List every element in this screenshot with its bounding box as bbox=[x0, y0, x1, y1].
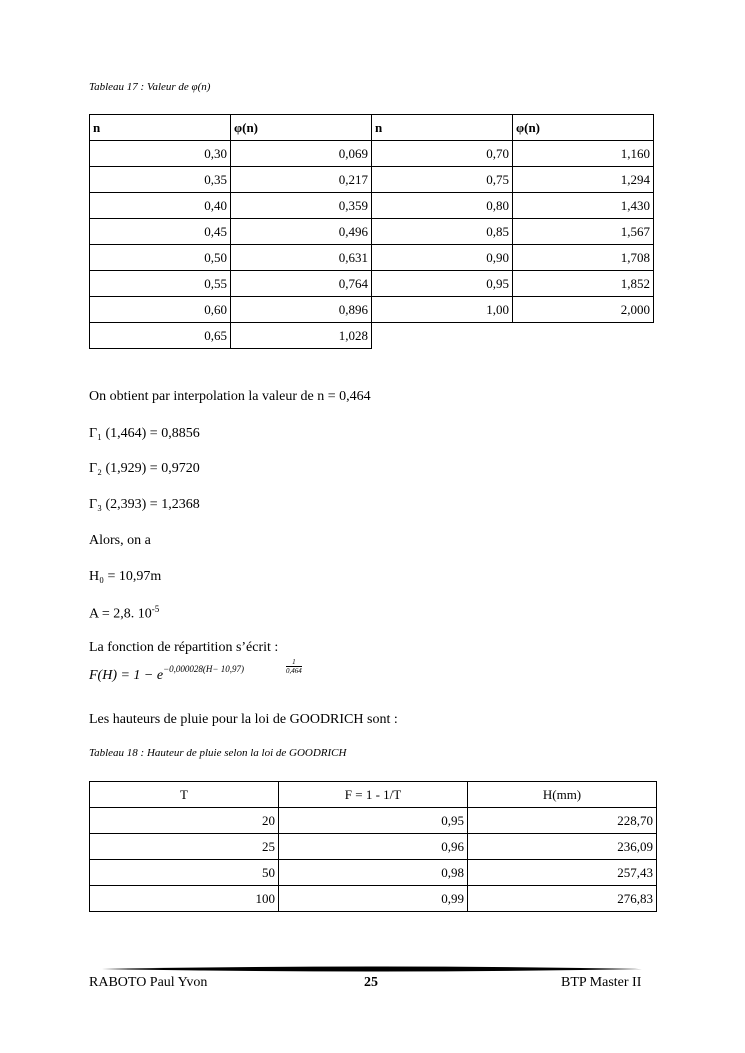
table-cell: 100 bbox=[90, 886, 279, 912]
fonction-text: La fonction de répartition s’écrit : bbox=[89, 640, 279, 655]
table-cell: 0,359 bbox=[231, 193, 372, 219]
table-cell: 0,99 bbox=[279, 886, 468, 912]
table-cell: 228,70 bbox=[468, 808, 657, 834]
table-row bbox=[90, 219, 654, 245]
table-cell: 1,00 bbox=[372, 297, 513, 323]
alors-text: Alors, on a bbox=[89, 533, 151, 548]
table-cell: 0,96 bbox=[279, 834, 468, 860]
table-cell: 20 bbox=[90, 808, 279, 834]
table-cell: 25 bbox=[90, 834, 279, 860]
goodrich-intro-text: Les hauteurs de pluie pour la loi de GOODRICH sont : bbox=[89, 712, 398, 727]
gamma-2-text: Γ₂ (1,929) = 0,9720 bbox=[89, 461, 200, 476]
table-cell: 0,35 bbox=[90, 167, 231, 193]
table-row bbox=[90, 886, 657, 912]
table-header-row bbox=[90, 115, 654, 141]
table-cell: 257,43 bbox=[468, 860, 657, 886]
table-cell: 50 bbox=[90, 860, 279, 886]
table-row bbox=[90, 808, 657, 834]
table-row bbox=[90, 193, 654, 219]
table-cell: 0,631 bbox=[231, 245, 372, 271]
gamma-3-text: Γ₃ (2,393) = 1,2368 bbox=[89, 497, 200, 512]
header-phi-1: φ(n) bbox=[231, 115, 372, 141]
table-17-caption: Tableau 17 : Valeur de φ(n) bbox=[89, 81, 211, 93]
page-number: 25 bbox=[364, 975, 378, 990]
table-cell: 1,294 bbox=[513, 167, 654, 193]
a-value-text bbox=[89, 604, 159, 623]
table-cell: 0,069 bbox=[231, 141, 372, 167]
footer-program: BTP Master II bbox=[561, 975, 642, 990]
footer-divider bbox=[102, 966, 642, 972]
table-cell: 1,852 bbox=[513, 271, 654, 297]
header-f: F = 1 - 1/T bbox=[279, 782, 468, 808]
table-cell: 1,160 bbox=[513, 141, 654, 167]
table-cell: 0,55 bbox=[90, 271, 231, 297]
empty-cell bbox=[372, 323, 513, 349]
table-cell: 1,708 bbox=[513, 245, 654, 271]
table-row bbox=[90, 323, 654, 349]
a-value-base: A = 2,8. 10 bbox=[89, 606, 152, 622]
table-cell: 0,60 bbox=[90, 297, 231, 323]
table-cell: 0,30 bbox=[90, 141, 231, 167]
table-cell: 236,09 bbox=[468, 834, 657, 860]
table-cell: 0,95 bbox=[279, 808, 468, 834]
table-row bbox=[90, 860, 657, 886]
table-row bbox=[90, 297, 654, 323]
interpolation-text: On obtient par interpolation la valeur de n = 0,464 bbox=[89, 389, 371, 404]
header-n-2: n bbox=[372, 115, 513, 141]
header-h: H(mm) bbox=[468, 782, 657, 808]
distribution-formula bbox=[89, 658, 302, 684]
table-cell: 0,40 bbox=[90, 193, 231, 219]
table-cell: 1,430 bbox=[513, 193, 654, 219]
table-cell: 0,50 bbox=[90, 245, 231, 271]
table-cell: 0,95 bbox=[372, 271, 513, 297]
table-cell: 0,896 bbox=[231, 297, 372, 323]
table-header-row bbox=[90, 782, 657, 808]
table-cell: 0,80 bbox=[372, 193, 513, 219]
table-row bbox=[90, 271, 654, 297]
table-cell: 0,90 bbox=[372, 245, 513, 271]
table-cell: 1,028 bbox=[231, 323, 372, 349]
h0-text: H₀ = 10,97m bbox=[89, 569, 162, 584]
header-phi-2: φ(n) bbox=[513, 115, 654, 141]
table-cell: 1,567 bbox=[513, 219, 654, 245]
table-cell: 0,75 bbox=[372, 167, 513, 193]
formula-exponent: −0,000028(H− 10,97) bbox=[163, 664, 244, 674]
formula-fraction-numerator: 1 bbox=[286, 658, 302, 667]
table-cell: 0,496 bbox=[231, 219, 372, 245]
table-row bbox=[90, 167, 654, 193]
table-cell: 0,85 bbox=[372, 219, 513, 245]
table-row bbox=[90, 245, 654, 271]
table-cell: 276,83 bbox=[468, 886, 657, 912]
table-cell: 0,45 bbox=[90, 219, 231, 245]
formula-fraction bbox=[286, 658, 302, 675]
empty-cell bbox=[513, 323, 654, 349]
table-cell: 2,000 bbox=[513, 297, 654, 323]
header-t: T bbox=[90, 782, 279, 808]
goodrich-table bbox=[89, 781, 657, 912]
table-cell: 0,764 bbox=[231, 271, 372, 297]
gamma-1-text: Γ₁ (1,464) = 0,8856 bbox=[89, 426, 200, 441]
header-n-1: n bbox=[90, 115, 231, 141]
table-cell: 0,65 bbox=[90, 323, 231, 349]
a-value-exponent: -5 bbox=[151, 604, 160, 614]
table-cell: 0,98 bbox=[279, 860, 468, 886]
formula-fraction-denominator: 0,464 bbox=[286, 667, 302, 675]
table-row bbox=[90, 834, 657, 860]
footer-author: RABOTO Paul Yvon bbox=[89, 975, 208, 990]
table-cell: 0,217 bbox=[231, 167, 372, 193]
formula-lhs: F(H) = 1 − e bbox=[89, 668, 164, 683]
table-row bbox=[90, 141, 654, 167]
table-18-caption: Tableau 18 : Hauteur de pluie selon la loi de GOODRICH bbox=[89, 747, 347, 759]
table-cell: 0,70 bbox=[372, 141, 513, 167]
phi-table bbox=[89, 114, 654, 349]
